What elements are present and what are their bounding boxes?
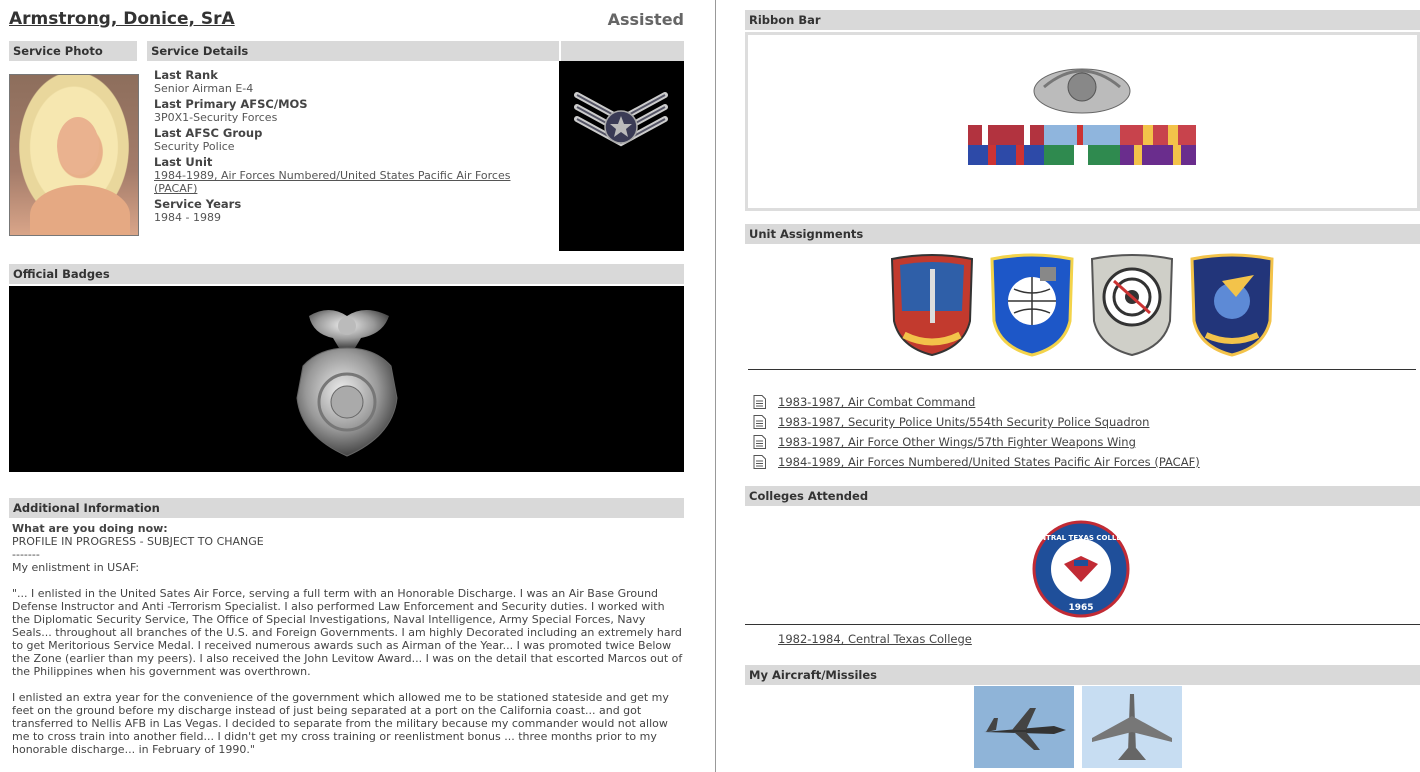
list-item: [753, 392, 1200, 412]
service-photo-header: Service Photo: [9, 41, 137, 61]
unit-link[interactable]: 1983-1987, Air Force Other Wings/57th Fighter Weapons Wing: [778, 435, 1136, 449]
f15-aircraft-image[interactable]: [1082, 686, 1182, 768]
air-combat-command-patch-icon: [884, 251, 980, 359]
unit-assignment-list: [753, 392, 1200, 472]
rank-insignia-panel: [559, 61, 684, 251]
service-photo[interactable]: [9, 74, 139, 236]
last-afsc-value: 3P0X1-Security Forces: [154, 111, 278, 124]
info-line-1: PROFILE IN PROGRESS - SUBJECT TO CHANGE: [12, 535, 264, 548]
official-badges-panel: [9, 286, 684, 472]
info-paragraph-1: "... I enlisted in the United Sates Air Force, serving a full term with an Honorable Discharge. I was an Air Base Ground Defense Instructor and Anti -Terrorism Specialist. I also performed Law Enforcement and Security duties. I worked with the Diplomatic Security Service, The Office of Special Investigations, Naval Intelligence, Army Special Forces, Navy Seals... throughout all branches of the U.S. and Foreign Governments. I am highly Decorated including an extremely hard to get Meritorious Service Medal. I received numerous awards such as Airman of the Year... I was promoted twice Below the Zone (earlier than my peers). I also received the John Levitow Award... I was on the detail that escorted Marcos out of the Philippines when his government was overthrown.: [12, 587, 683, 678]
last-unit-link[interactable]: 1984-1989, Air Forces Numbered/United States Pacific Air Forces (PACAF): [154, 169, 511, 195]
security-forces-badge-icon: [9, 286, 684, 472]
last-rank-value: Senior Airman E-4: [154, 82, 254, 95]
service-details: [154, 66, 554, 224]
info-line-2: -------: [12, 548, 40, 561]
document-icon: [753, 415, 766, 429]
unit-link[interactable]: 1983-1987, Air Combat Command: [778, 395, 976, 409]
senior-airman-insignia-icon: [559, 61, 684, 251]
info-paragraph-2: I enlisted an extra year for the convenience of the government which allowed me to be stationed stateside and get my feet on the ground before my discharge instead of just being separated at a port on the California coast... and got transferred to Nellis AFB in Las Vegas. I decided to separate from the military because my commander would not allow me to cross train into another field... I didn't get my cross training or reenlistment bonus ... three months prior to my honorable discharge... in February of 1990.": [12, 691, 669, 756]
unit-link[interactable]: 1984-1989, Air Forces Numbered/United States Pacific Air Forces (PACAF): [778, 455, 1200, 469]
official-badges-header: Official Badges: [9, 264, 684, 284]
service-years-value: 1984 - 1989: [154, 211, 221, 224]
document-icon: [753, 395, 766, 409]
last-rank-label: Last Rank: [154, 68, 218, 82]
college-divider: [745, 624, 1420, 625]
photo-shoulders: [30, 185, 130, 236]
ribbon-rack-icon: [748, 35, 1417, 208]
afsc-group-label: Last AFSC Group: [154, 126, 263, 140]
last-afsc-label: Last Primary AFSC/MOS: [154, 97, 308, 111]
aircraft-images: [974, 686, 1182, 768]
central-texas-college-seal[interactable]: [1032, 520, 1130, 618]
pacaf-patch-icon: [1184, 251, 1280, 359]
f16-aircraft-image[interactable]: [974, 686, 1074, 768]
security-police-patch-icon: [984, 251, 1080, 359]
service-details-header: Service Details: [147, 41, 559, 61]
unit-assignments-header: Unit Assignments: [745, 224, 1420, 244]
left-column: [9, 0, 684, 772]
unit-divider: [748, 369, 1416, 370]
list-item: [753, 432, 1200, 452]
fighter-weapons-wing-patch[interactable]: [1083, 248, 1181, 362]
aircraft-header: My Aircraft/Missiles: [745, 665, 1420, 685]
additional-info-header: Additional Information: [9, 498, 684, 518]
service-header-row: [9, 41, 684, 61]
document-icon: [753, 455, 766, 469]
photo-face: [57, 117, 99, 175]
service-years-label: Service Years: [154, 197, 242, 211]
pacaf-patch[interactable]: [1183, 248, 1281, 362]
unit-patches: [883, 248, 1281, 364]
security-police-patch[interactable]: [983, 248, 1081, 362]
fighter-weapons-wing-patch-icon: [1084, 251, 1180, 359]
last-unit-label: Last Unit: [154, 155, 213, 169]
question-label: What are you doing now:: [12, 522, 168, 535]
ribbon-bar-panel: [745, 32, 1420, 211]
colleges-header: Colleges Attended: [745, 486, 1420, 506]
rank-insignia-header: [561, 41, 684, 61]
member-name-link[interactable]: Armstrong, Donice, SrA: [9, 9, 235, 29]
seal-year: 1965: [1068, 603, 1094, 613]
list-item: [753, 412, 1200, 432]
unit-link[interactable]: 1983-1987, Security Police Units/554th Security Police Squadron: [778, 415, 1150, 429]
college-seal-icon: [1032, 520, 1130, 618]
additional-info-body: [12, 522, 684, 756]
info-line-3: My enlistment in USAF:: [12, 561, 140, 574]
ribbon-bar-header: Ribbon Bar: [745, 10, 1420, 30]
status-label: Assisted: [607, 10, 684, 29]
column-divider: [715, 0, 716, 772]
afsc-group-value: Security Police: [154, 140, 235, 153]
document-icon: [753, 435, 766, 449]
seal-top-text: CENTRAL TEXAS COLLEGE: [1032, 534, 1130, 542]
list-item: [753, 452, 1200, 472]
air-combat-command-patch[interactable]: [883, 248, 981, 362]
college-link[interactable]: 1982-1984, Central Texas College: [778, 632, 972, 646]
right-column: [745, 0, 1420, 772]
